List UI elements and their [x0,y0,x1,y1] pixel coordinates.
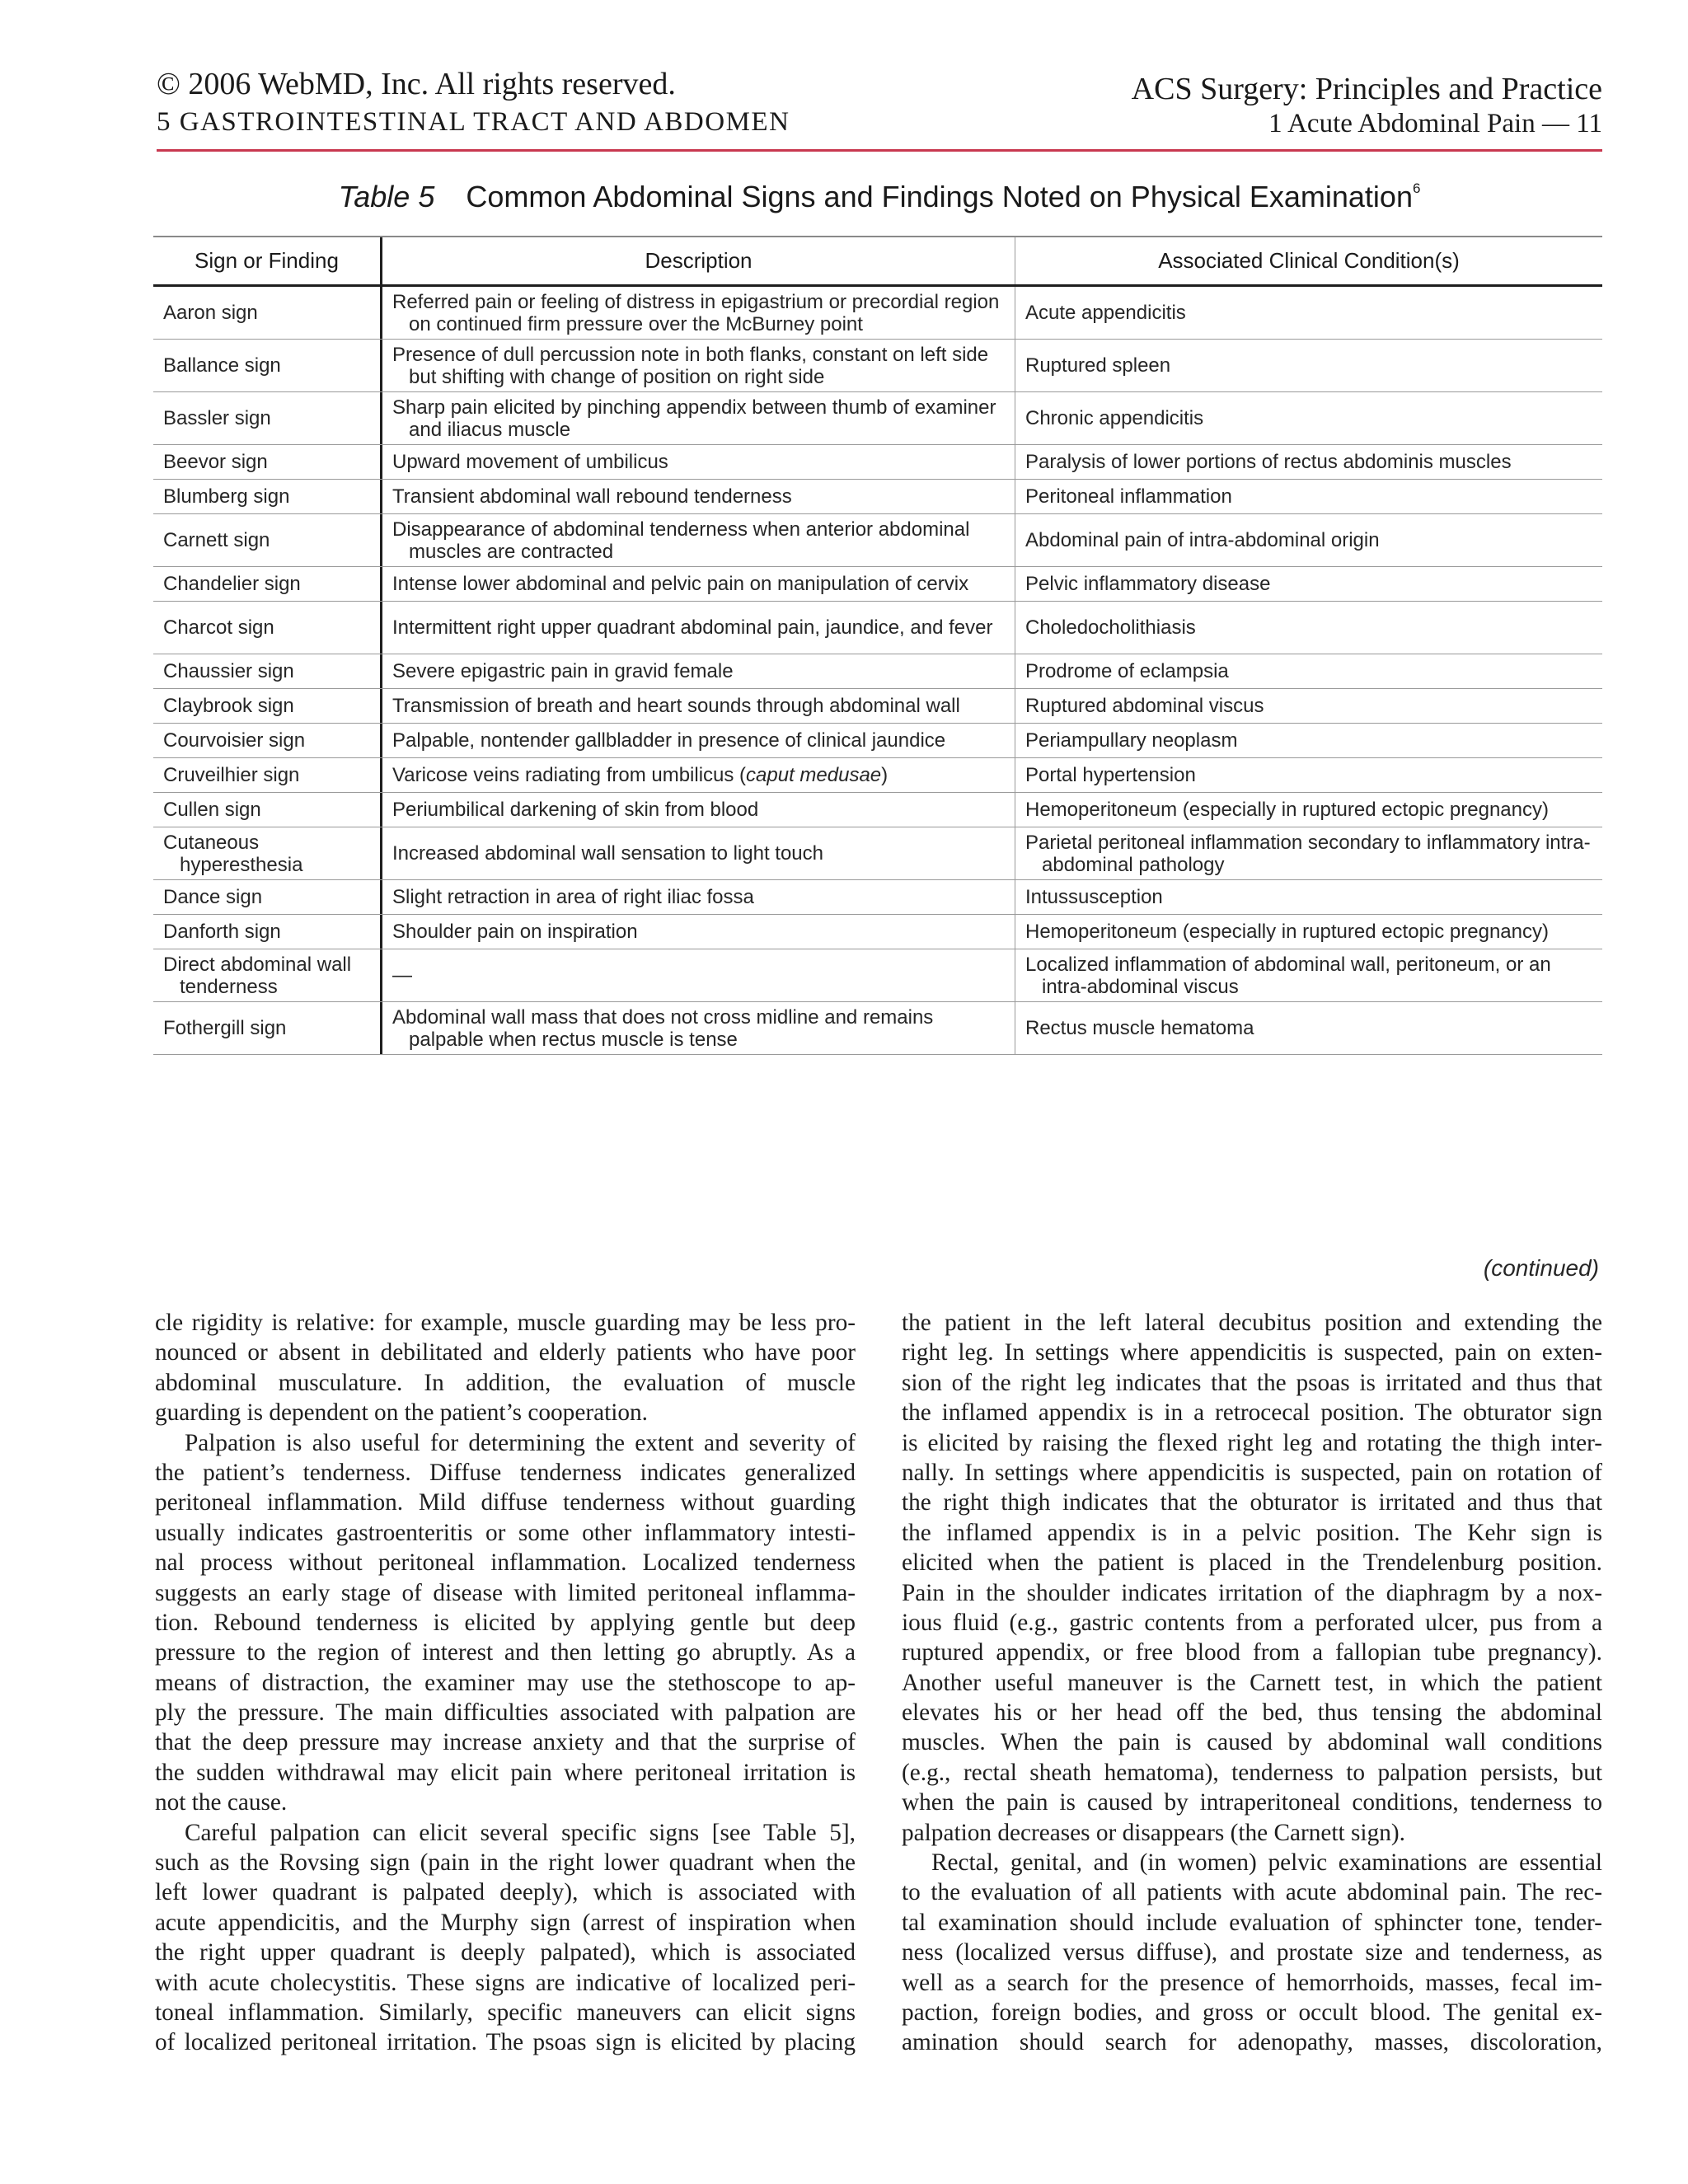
sign-cell [153,793,382,827]
sign-cell-text: Claybrook sign [163,695,294,717]
condition-cell [1015,949,1602,1001]
condition-cell-text: Peritoneal inflammation [1025,485,1232,508]
condition-cell-text: Localized inflammation of abdominal wall, peritoneum, or an intra-abdominal viscus [1025,953,1551,998]
sign-cell-text: Chaussier sign [163,660,294,682]
text-line: toneal inflammation. Similarly, specific maneuvers can elicit signs [155,1999,856,2026]
description-italic-term: caput medusae [746,764,882,786]
table-row [153,949,1602,1002]
condition-cell-text: Hemoperitoneum (especially in ruptured ectopic pregnancy) [1025,921,1549,943]
condition-cell [1015,567,1602,601]
description-cell [382,445,1015,479]
table-title: Common Abdominal Signs and Findings Noted on Physical Examination [466,180,1413,213]
condition-cell [1015,654,1602,688]
description-cell [382,654,1015,688]
description-cell [382,880,1015,914]
table-row [153,915,1602,949]
text-line: abdominal musculature. In addition, the evaluation of muscle [155,1369,856,1396]
condition-cell [1015,514,1602,566]
condition-cell [1015,480,1602,513]
description-cell [382,758,1015,792]
description-cell-text: — [392,964,412,987]
sign-cell-text: Charcot sign [163,616,274,639]
signs-table [153,236,1602,1253]
text-line: suggests an early stage of disease with limited peritoneal inflamma- [155,1579,856,1606]
table-row [153,880,1602,915]
text-line: to the evaluation of all patients with acute abdominal pain. The rec- [902,1879,1602,1906]
description-cell-text: Sharp pain elicited by pinching appendix between thumb of examiner and iliacus muscle [392,396,996,441]
condition-cell-text: Abdominal pain of intra-abdominal origin [1025,529,1380,551]
text-line: muscles. When the pain is caused by abdominal wall conditions [902,1729,1602,1756]
condition-cell-text: Chronic appendicitis [1025,407,1204,429]
description-cell [382,480,1015,513]
sign-cell [153,287,382,339]
header-divider [157,149,1602,152]
body-text-right-column [902,1308,1602,2058]
condition-cell-text: Rectus muscle hematoma [1025,1017,1254,1039]
table-reference: 6 [1412,180,1421,196]
sign-cell-text: Blumberg sign [163,485,290,508]
text-line: palpation decreases or disappears (the Carnett sign). [902,1819,1405,1846]
description-cell-text: Transient abdominal wall rebound tenderness [392,485,792,508]
condition-cell [1015,1002,1602,1054]
text-line: nounced or absent in debilitated and elderly patients who have poor [155,1339,856,1366]
column-header-sign: Sign or Finding [153,237,382,284]
text-line: nally. In settings where appendicitis is suspected, pain on rotation of [902,1459,1602,1486]
description-cell-text: Shoulder pain on inspiration [392,921,638,943]
table-row [153,1002,1602,1055]
table-row [153,567,1602,602]
table-row [153,793,1602,827]
text-line: guarding is dependent on the patient’s cooperation. [155,1399,648,1427]
description-cell [382,1002,1015,1054]
description-cell [382,915,1015,949]
text-line: peritoneal inflammation. Mild diffuse tenderness without guarding [155,1489,856,1516]
text-line: tal examination should include evaluation of sphincter tone, tender- [902,1909,1602,1936]
table-caption [157,180,1602,214]
condition-cell-text: Prodrome of eclampsia [1025,660,1229,682]
description-cell-text: Referred pain or feeling of distress in epigastrium or precordial region on continued firm pressure over the McBurney point [392,290,1000,335]
condition-cell-text: Choledocholithiasis [1025,616,1196,639]
sign-cell-text: Courvoisier sign [163,729,306,752]
sign-cell-text: Chandelier sign [163,573,301,595]
condition-cell-text: Ruptured abdominal viscus [1025,695,1264,717]
condition-cell [1015,392,1602,444]
sign-cell-text: Ballance sign [163,354,281,377]
table-row [153,654,1602,689]
table-row [153,758,1602,793]
condition-cell [1015,602,1602,654]
text-line: ness (localized versus diffuse), and prostate size and tenderness, as [902,1939,1602,1966]
description-cell-text: Slight retraction in area of right iliac fossa [392,886,754,908]
sign-cell [153,949,382,1001]
sign-cell-text: Bassler sign [163,407,271,429]
description-cell-text: Palpable, nontender gallbladder in presence of clinical jaundice [392,729,946,752]
description-cell-text: Disappearance of abdominal tenderness when anterior abdominal muscles are contracted [392,518,970,563]
sign-cell [153,602,382,654]
text-line: ious fluid (e.g., gastric contents from a perforated ulcer, pus from a [902,1609,1602,1636]
description-cell-text: Intermittent right upper quadrant abdominal pain, jaundice, and fever [392,616,993,639]
description-text-part: Varicose veins radiating from umbilicus ( [392,764,747,786]
sign-cell [153,915,382,949]
condition-cell [1015,758,1602,792]
description-cell [382,567,1015,601]
description-cell-text: Abdominal wall mass that does not cross midline and remains palpable when rectus muscle is tense [392,1005,934,1051]
sign-cell [153,480,382,513]
description-cell-text: Transmission of breath and heart sounds through abdominal wall [392,695,960,717]
sign-cell-text: Fothergill sign [163,1017,287,1039]
text-line: elevates his or her head off the bed, thus tensing the abdominal [902,1699,1602,1727]
description-cell [382,689,1015,723]
condition-cell [1015,340,1602,391]
text-line: Another useful maneuver is the Carnett test, in which the patient [902,1669,1602,1696]
condition-cell [1015,915,1602,949]
text-line: Pain in the shoulder indicates irritation of the diaphragm by a nox- [902,1579,1602,1606]
sign-cell-text: Cruveilhier sign [163,764,300,786]
text-line: nal process without peritoneal inflammation. Localized tenderness [155,1549,856,1577]
description-cell [382,287,1015,339]
continued-note: (continued) [1483,1255,1599,1281]
sign-cell [153,654,382,688]
text-line: left lower quadrant is palpated deeply), which is associated with [155,1879,856,1906]
text-line: the inflamed appendix is in a pelvic position. The Kehr sign is [902,1519,1602,1546]
description-cell [382,724,1015,757]
condition-cell-text: Pelvic inflammatory disease [1025,573,1271,595]
text-line: Rectal, genital, and (in women) pelvic examinations are essential [931,1849,1602,1877]
text-line: paction, foreign bodies, and gross or occult blood. The genital ex- [902,1999,1602,2026]
column-header-condition: Associated Clinical Condition(s) [1158,248,1460,273]
text-line: right leg. In settings where appendicitis is suspected, pain on exten- [902,1339,1602,1366]
column-header-description: Description [382,237,1015,284]
text-line: that the deep pressure may increase anxiety and that the surprise of [155,1729,856,1756]
text-line: elicited when the patient is placed in the Trendelenburg position. [902,1549,1602,1577]
table-header-row [153,236,1602,287]
condition-cell [1015,445,1602,479]
table-row [153,514,1602,567]
body-text-left-column [155,1308,856,2058]
text-line: the inflamed appendix is in a retrocecal position. The obturator sign [902,1399,1602,1427]
text-line: well as a search for the presence of hemorrhoids, masses, fecal im- [902,1969,1602,1996]
section-heading: 5 GASTROINTESTINAL TRACT AND ABDOMEN [157,107,790,137]
sign-cell-text: Beevor sign [163,451,268,473]
book-title: ACS Surgery: Principles and Practice [1131,72,1602,106]
sign-cell-text: Aaron sign [163,302,258,324]
sign-cell [153,758,382,792]
table-label: Table 5 [338,180,435,213]
description-cell-text: Upward movement of umbilicus [392,451,668,473]
table-row [153,392,1602,445]
sign-cell [153,724,382,757]
text-line: is elicited by raising the flexed right leg and rotating the thigh inter- [902,1429,1602,1456]
description-text-part: ) [881,764,889,786]
sign-cell-text: Carnett sign [163,529,270,551]
copyright-notice: © 2006 WebMD, Inc. All rights reserved. [157,67,676,101]
text-line: the patient’s tenderness. Diffuse tenderness indicates generalized [155,1459,856,1486]
description-cell [382,392,1015,444]
text-line: with acute cholecystitis. These signs are indicative of localized peri- [155,1969,856,1996]
text-line: the sudden withdrawal may elicit pain where peritoneal irritation is [155,1759,856,1786]
sign-cell-text: Cutaneous hyperesthesia [163,831,303,876]
description-cell [382,949,1015,1001]
sign-cell-text: Cullen sign [163,799,261,821]
table-row [153,480,1602,514]
sign-cell-text: Dance sign [163,886,263,908]
text-line: pressure to the region of interest and then letting go abruptly. As a [155,1639,856,1666]
table-row [153,445,1602,480]
text-line: of localized peritoneal irritation. The psoas sign is elicited by placing [155,2029,856,2056]
sign-cell [153,689,382,723]
table-row [153,827,1602,880]
description-cell [382,514,1015,566]
condition-cell-text: Portal hypertension [1025,764,1196,786]
condition-cell-text: Parietal peritoneal inflammation secondary to inflammatory intra-abdominal pathology [1025,831,1591,876]
description-cell-text: Increased abdominal wall sensation to light touch [392,842,823,865]
text-line: the right thigh indicates that the obturator is irritated and thus that [902,1489,1602,1516]
condition-cell-text: Periampullary neoplasm [1025,729,1238,752]
table-row [153,689,1602,724]
description-cell-text: Intense lower abdominal and pelvic pain on manipulation of cervix [392,573,969,595]
description-cell [382,602,1015,654]
text-line: sion of the right leg indicates that the psoas is irritated and thus that [902,1369,1602,1396]
text-line: amination should search for adenopathy, masses, discoloration, [902,2029,1602,2056]
sign-cell [153,880,382,914]
description-cell-text: Presence of dull percussion note in both flanks, constant on left side but shifting with change of position on right side [392,343,989,388]
text-line: Palpation is also useful for determining the extent and severity of [185,1429,856,1456]
condition-cell-text: Paralysis of lower portions of rectus abdominis muscles [1025,451,1512,473]
table-row [153,340,1602,392]
text-line: means of distraction, the examiner may use the stethoscope to ap- [155,1669,856,1696]
condition-cell-text: Hemoperitoneum (especially in ruptured ectopic pregnancy) [1025,799,1549,821]
sign-cell [153,514,382,566]
text-line: such as the Rovsing sign (pain in the right lower quadrant when the [155,1849,856,1877]
condition-cell-text: Intussusception [1025,886,1163,908]
text-line: tion. Rebound tenderness is elicited by applying gentle but deep [155,1609,856,1636]
text-line: ply the pressure. The main difficulties associated with palpation are [155,1699,856,1727]
condition-cell-text: Ruptured spleen [1025,354,1171,377]
sign-cell [153,827,382,879]
description-cell [382,827,1015,879]
description-cell [382,793,1015,827]
condition-cell [1015,880,1602,914]
table-row [153,602,1602,654]
condition-cell [1015,793,1602,827]
condition-cell [1015,287,1602,339]
sign-cell-text: Danforth sign [163,921,281,943]
text-line: not the cause. [155,1789,288,1816]
sign-cell [153,567,382,601]
description-cell-text: Severe epigastric pain in gravid female [392,660,734,682]
sign-cell-text: Direct abdominal wall tenderness [163,953,352,998]
description-cell-text: Periumbilical darkening of skin from blood [392,799,759,821]
text-line: (e.g., rectal sheath hematoma), tenderness to palpation persists, but [902,1759,1602,1786]
text-line: ruptured appendix, or free blood from a fallopian tube pregnancy). [902,1639,1602,1666]
sign-cell [153,340,382,391]
sign-cell [153,1002,382,1054]
text-line: the patient in the left lateral decubitus position and extending the [902,1310,1602,1336]
description-cell [382,340,1015,391]
condition-cell [1015,724,1602,757]
table-row [153,724,1602,758]
condition-cell-text: Acute appendicitis [1025,302,1186,324]
text-line: acute appendicitis, and the Murphy sign (arrest of inspiration when [155,1909,856,1936]
sign-cell [153,392,382,444]
table-row [153,287,1602,340]
chapter-page-label: 1 Acute Abdominal Pain — 11 [1268,109,1602,138]
condition-cell [1015,827,1602,879]
text-line: usually indicates gastroenteritis or some other inflammatory intesti- [155,1519,856,1546]
condition-cell [1015,689,1602,723]
text-line: the right upper quadrant is deeply palpated), which is associated [155,1939,856,1966]
table-body [153,287,1602,1055]
sign-cell [153,445,382,479]
description-cell-text [392,764,888,786]
text-line: cle rigidity is relative: for example, muscle guarding may be less pro- [155,1310,856,1336]
text-line: Careful palpation can elicit several specific signs [see Table 5], [185,1819,856,1846]
text-line: when the pain is caused by intraperitoneal conditions, tenderness to [902,1789,1602,1816]
